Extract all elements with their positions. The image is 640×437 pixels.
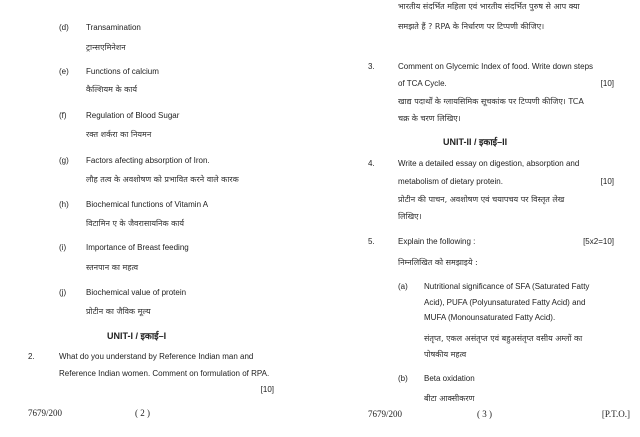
unit-heading: UNIT-II / इकाई–II — [443, 137, 508, 147]
item-label-h: (h) — [59, 200, 69, 209]
item-label-g: (g) — [59, 156, 69, 165]
question-5-marks: [5x2=10] — [583, 237, 614, 246]
unit-heading: UNIT-I / इकाई–I — [107, 331, 167, 341]
subquestion-label-a: (a) — [398, 282, 408, 291]
question-number-2: 2. — [28, 352, 35, 361]
question-3-line1: Comment on Glycemic Index of food. Write down steps — [398, 62, 594, 71]
item-hindi-d: ट्रान्सएमिनेशन — [86, 43, 126, 52]
item-text-j: Biochemical value of protein — [86, 288, 187, 297]
question-3-line2: of TCA Cycle. — [398, 79, 447, 88]
subquestion-a-line2: Acid), PUFA (Polyunsaturated Fatty Acid) and — [424, 298, 586, 307]
footer-code: 7679/200 — [368, 409, 403, 419]
subquestion-b-line1: Beta oxidation — [424, 374, 475, 383]
item-text-h: Biochemical functions of Vitamin A — [86, 200, 209, 209]
item-label-d: (d) — [59, 23, 69, 32]
question-number-4: 4. — [368, 159, 375, 168]
question-number-3: 3. — [368, 62, 375, 71]
footer-code: 7679/200 — [28, 408, 63, 418]
question-2-line2: Reference Indian women. Comment on formulation of RPA. — [59, 369, 270, 378]
question-4-marks: [10] — [600, 177, 614, 186]
item-hindi-j: प्रोटीन का जैविक मूल्य — [86, 307, 151, 316]
subquestion-a-line3: MUFA (Monounsaturated Fatty Acid). — [424, 313, 556, 322]
item-label-j: (j) — [59, 288, 67, 297]
question-2-line1: What do you understand by Reference Indian man and — [59, 352, 254, 361]
item-hindi-e: कैल्शियम के कार्य — [86, 85, 138, 94]
item-label-f: (f) — [59, 111, 67, 120]
item-text-g: Factors afecting absorption of Iron. — [86, 156, 210, 165]
item-hindi-i: स्तनपान का महत्व — [86, 263, 139, 272]
question-4-line2: metabolism of dietary protein. — [398, 177, 503, 186]
question-4-line1: Write a detailed essay on digestion, absorption and — [398, 159, 580, 168]
page-number: ( 3 ) — [477, 409, 492, 419]
question-number-5: 5. — [368, 237, 375, 246]
item-text-d: Transamination — [86, 23, 141, 32]
item-label-i: (i) — [59, 243, 67, 252]
question-5-line1: Explain the following : — [398, 237, 476, 246]
subquestion-a-hindi-line2: पोषकीय महत्व — [424, 350, 467, 359]
question-2-hindi-line2: समझते हैं ? RPA के निर्धारण पर टिप्पणी कीजिए। — [398, 22, 545, 31]
question-4-hindi-line1: प्रोटीन की पाचन, अवशोषण एवं चयापचय पर विस्तृत लेख — [398, 195, 565, 204]
item-hindi-h: विटामिन ए के जैवरासायनिक कार्य — [86, 219, 185, 228]
item-hindi-f: रक्त शर्करा का नियमन — [86, 130, 152, 139]
subquestion-a-line1: Nutritional significance of SFA (Saturated Fatty — [424, 282, 590, 291]
item-text-i: Importance of Breast feeding — [86, 243, 189, 252]
question-5-hindi-line1: निम्नलिखित को समझाइये : — [398, 258, 478, 267]
question-3-hindi-line2: चक्र के चरण लिखिए। — [398, 114, 461, 123]
subquestion-label-b: (b) — [398, 374, 408, 383]
question-4-hindi-line2: लिखिए। — [398, 212, 422, 221]
subquestion-a-hindi-line1: संतृप्त, एकल असंतृप्त एवं बहुअसंतृप्त वसीय अम्लों का — [424, 334, 583, 343]
question-3-marks: [10] — [600, 79, 614, 88]
pto-marker: [P.T.O.] — [601, 409, 630, 419]
item-text-f: Regulation of Blood Sugar — [86, 111, 180, 120]
question-2-marks: [10] — [260, 385, 274, 394]
question-2-hindi-line1: भारतीय संदर्भित महिला एवं भारतीय संदर्भित पुरुष से आप क्या — [398, 2, 580, 11]
item-label-e: (e) — [59, 67, 69, 76]
item-text-e: Functions of calcium — [86, 67, 159, 76]
page-number: ( 2 ) — [135, 408, 150, 418]
question-3-hindi-line1: खाद्य पदार्थों के ग्लायसिमिक सूचकांक पर टिप्पणी कीजिए। TCA — [398, 97, 584, 106]
item-hindi-g: लौह तत्व के अवशोषण को प्रभावित करने वाले कारक — [86, 175, 239, 184]
right-page — [320, 0, 640, 437]
subquestion-b-hindi-line1: बीटा आक्सीकरण — [424, 394, 475, 403]
